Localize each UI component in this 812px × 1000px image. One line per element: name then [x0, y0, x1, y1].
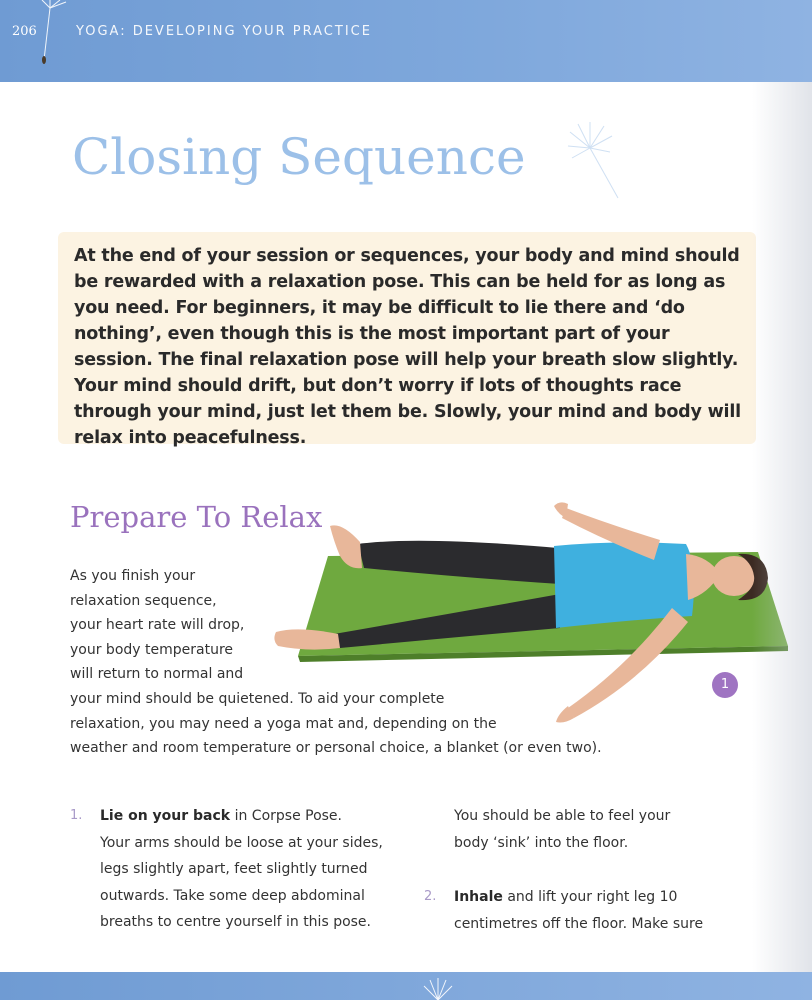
section-title: Prepare To Relax — [70, 500, 323, 534]
page-gutter-shadow — [752, 82, 812, 972]
step-line: centimetres off the floor. Make sure — [454, 915, 704, 932]
step-1-continued — [454, 803, 670, 856]
corpse-pose-illustration — [268, 496, 793, 736]
figure-step-badge: 1 — [712, 672, 738, 698]
body-line: relaxation, you may need a yoga mat and, depending on the — [70, 715, 497, 732]
body-line: your body temperature — [70, 641, 234, 658]
body-line: will return to normal and — [70, 666, 244, 683]
body-line: your heart rate will drop, — [70, 617, 245, 634]
step-text: in Corpse Pose. — [230, 808, 342, 824]
step-2 — [424, 884, 704, 937]
step-text: and lift your right leg 10 — [502, 889, 678, 905]
step-number: 1. — [70, 808, 83, 823]
header-band — [0, 0, 812, 82]
step-line: You should be able to feel your — [454, 808, 671, 824]
page-number: 206 — [12, 24, 37, 39]
body-line: As you finish your — [70, 568, 196, 584]
footer-band — [0, 972, 812, 1000]
body-line: relaxation sequence, — [70, 592, 217, 609]
body-line: weather and room temperature or personal choice, a blanket (or even two). — [70, 740, 602, 757]
step-line: body ‘sink’ into the floor. — [454, 834, 629, 851]
running-head: YOGA: DEVELOPING YOUR PRACTICE — [76, 24, 372, 39]
step-line: outwards. Take some deep abdominal — [100, 887, 365, 904]
body-line: your mind should be quietened. To aid your complete — [70, 690, 445, 707]
dandelion-seed-icon — [560, 118, 640, 208]
step-line: Your arms should be loose at your sides, — [100, 834, 383, 851]
step-keyword: Lie on your back — [100, 808, 231, 824]
step-line: breaths to centre yourself in this pose. — [100, 914, 371, 930]
dandelion-icon — [40, 0, 90, 70]
page-title: Closing Sequence — [72, 128, 526, 186]
step-keyword: Inhale — [454, 889, 503, 905]
step-1 — [70, 803, 383, 936]
dandelion-footer-icon — [418, 976, 458, 1000]
intro-paragraph: At the end of your session or sequences, your body and mind should be rewarded with a relaxation pose. This can be held for as long as you need. For beginners, it may be difficult to lie there and ‘do nothing’, even though this is the most important part of your session. The final relaxation pose will help your breath slow slightly. Your mind should drift, but don’t worry if lots of thoughts race through your mind, just let them be. Slowly, your mind and body will relax into peacefulness. — [74, 246, 741, 448]
step-line: legs slightly apart, feet slightly turned — [100, 861, 368, 877]
step-number: 2. — [424, 889, 437, 904]
